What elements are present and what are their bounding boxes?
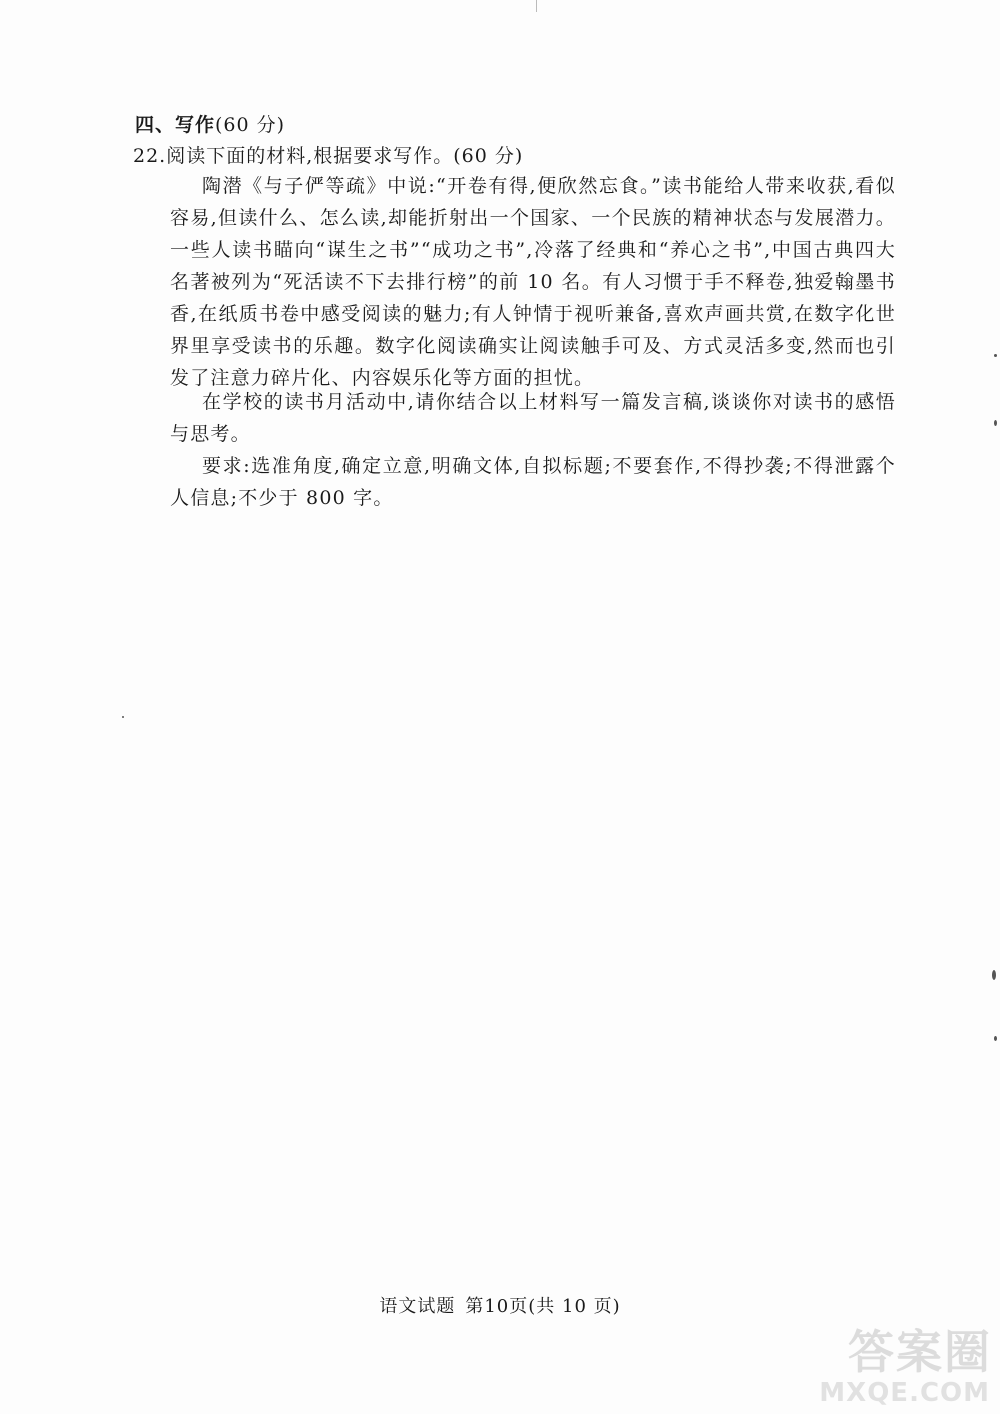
- site-watermark: [812, 1316, 992, 1408]
- scan-artifact-line: [536, 0, 537, 12]
- scan-speck: [994, 1036, 997, 1041]
- scan-speck: [994, 354, 997, 357]
- requirements-paragraph: 要求:选准角度,确定立意,明确文体,自拟标题;不要套作,不得抄袭;不得泄露个人信息;不少于 800 字。: [170, 455, 896, 509]
- watermark-logo-text: 答案圈: [848, 1325, 992, 1379]
- section-score: (60 分): [215, 114, 286, 136]
- task-paragraph: 在学校的读书月活动中,请你结合以上材料写一篇发言稿,谈谈你对读书的感悟与思考。: [170, 391, 896, 445]
- scan-speck: [992, 970, 996, 980]
- section-title: 四、写作: [135, 114, 216, 136]
- scan-speck: [122, 716, 124, 718]
- material-paragraph: 陶潜《与子俨等疏》中说:“开卷有得,便欣然忘食。”读书能给人带来收获,看似容易,但读什么、怎么读,却能折射出一个国家、一个民族的精神状态与发展潜力。一些人读书瞄向“谋生之书”“成功之书”,冷落了经典和“养心之书”,中国古典四大名著被列为“死活读不下去排行榜”的前 10 名。有人习惯于手不释卷,独爱翰墨书香,在纸质书卷中感受阅读的魅力;有人钟情于视听兼备,喜欢声画共赏,在数字化世界里享受读书的乐趣。数字化阅读确实让阅读触手可及、方式灵活多变,然而也引发了注意力碎片化、内容娱乐化等方面的担忧。: [170, 175, 896, 389]
- watermark-url: MXQE.COM: [819, 1378, 990, 1408]
- question-prompt: 22.阅读下面的材料,根据要求写作。(60 分): [133, 145, 524, 167]
- footer-subject: 语文试题: [379, 1296, 456, 1317]
- footer-page-number: 第10页(共 10 页): [465, 1296, 621, 1317]
- page-footer: [0, 1292, 1000, 1318]
- section-heading: [135, 110, 285, 137]
- scan-speck: [994, 420, 997, 426]
